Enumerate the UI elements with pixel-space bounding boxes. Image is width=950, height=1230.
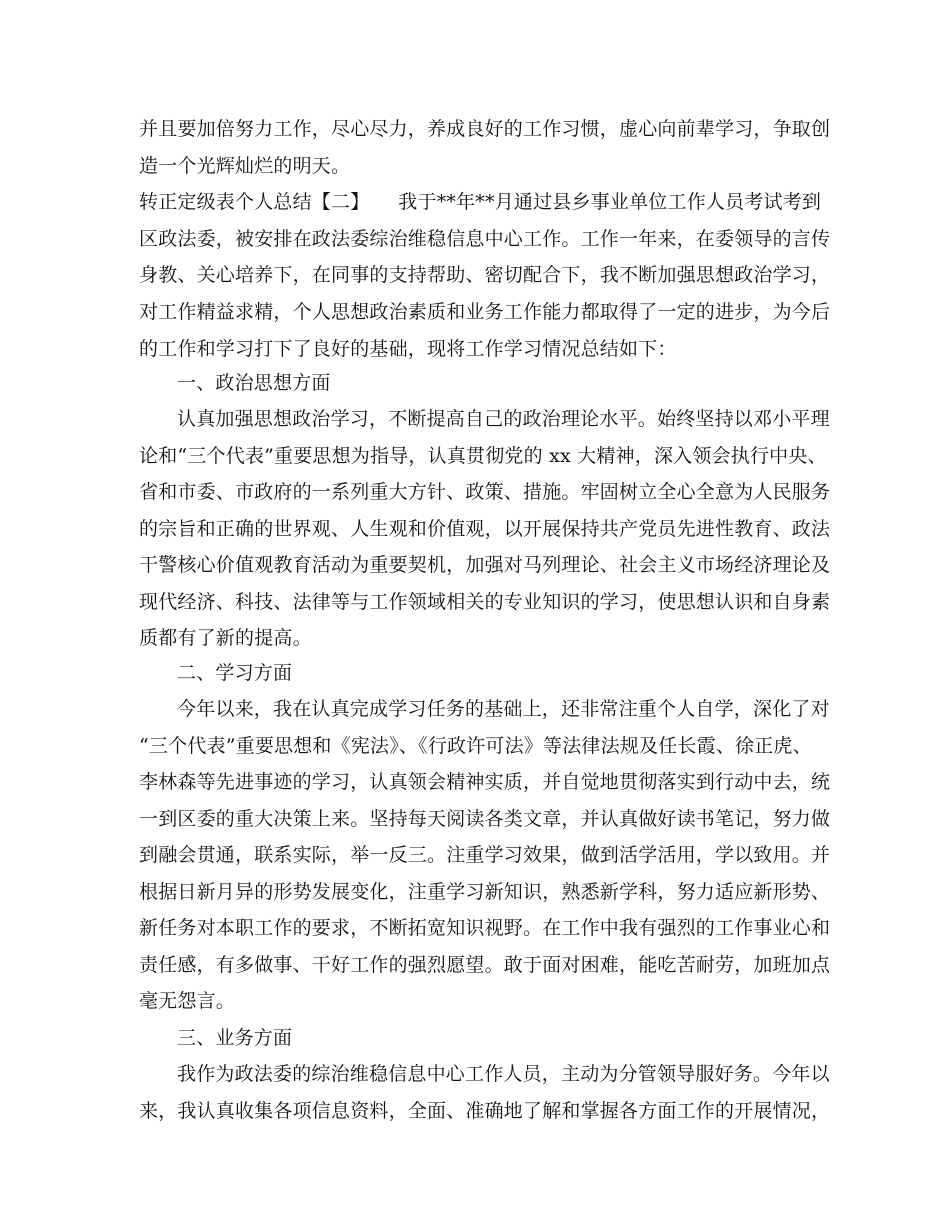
text-line: 造一个光辉灿烂的明天。 [139,155,351,177]
text-line: 一到区委的重大决策上来。坚持每天阅读各类文章，并认真做好读书笔记，努力做 [139,808,831,830]
text-line: 李林森等先进事迹的学习，认真领会精神实质，并自觉地贯彻落实到行动中去，统 [139,771,831,793]
text-line: 身教、关心培养下，在同事的支持帮助、密切配合下，我不断加强思想政治学习， [139,264,831,286]
text-line: 认真加强思想政治学习，不断提高自己的政治理论水平。始终坚持以邓小平理 [177,408,830,430]
text-line: 的宗旨和正确的世界观、人生观和价值观，以开展保持共产党员先进性教育、政法 [139,518,831,540]
text-line: 省和市委、市政府的一系列重大方针、政策、措施。牢固树立全心全意为人民服务 [139,481,831,503]
text-line: 到融会贯通，联系实际，举一反三。注重学习效果，做到活学活用，学以致用。并 [139,844,831,866]
text-line: 现代经济、科技、法律等与工作领域相关的专业知识的学习，使思想认识和自身素 [139,591,831,613]
section-heading-line: 转正定级表个人总结【二】 我于**年**月通过县乡事业单位工作人员考试考到 [139,191,822,213]
text-line: “三个代表”重要思想和《宪法》、《行政许可法》等法律法规及任长霞、徐正虎、 [139,735,812,757]
text-line: 干警核心价值观教育活动为重要契机，加强对马列理论、社会主义市场经济理论及 [139,554,831,576]
text-line: 的工作和学习打下了良好的基础，现将工作学习情况总结如下： [139,338,677,360]
text-line: 根据日新月异的形势发展变化，注重学习新知识，熟悉新学科，努力适应新形势、 [139,881,831,903]
text-line: 我作为政法委的综治维稳信息中心工作人员，主动为分管领导服好务。今年以 [177,1063,830,1085]
text-line: 质都有了新的提高。 [139,627,312,649]
section-heading: 三、业务方面 [177,1027,293,1049]
text-line: 责任感，有多做事、干好工作的强烈愿望。敢于面对困难，能吃苦耐劳，加班加点 [139,954,831,976]
text-line: 毫无怨言。 [139,990,236,1012]
section-heading: 二、学习方面 [177,662,293,684]
section-heading: 一、政治思想方面 [177,372,331,394]
text-line: 今年以来，我在认真完成学习任务的基础上，还非常注重个人自学，深化了对 [177,698,830,720]
text-line: 来，我认真收集各项信息资料，全面、准确地了解和掌握各方面工作的开展情况， [139,1100,831,1122]
text-line: 论和“三个代表”重要思想为指导，认真贯彻党的 xx 大精神，深入领会执行中央、 [139,445,827,467]
text-line: 区政法委，被安排在政法委综治维稳信息中心工作。工作一年来，在委领导的言传 [139,228,831,250]
text-line: 对工作精益求精，个人思想政治素质和业务工作能力都取得了一定的进步，为今后 [139,301,831,323]
text-line: 新任务对本职工作的要求，不断拓宽知识视野。在工作中我有强烈的工作事业心和 [139,917,831,939]
text-line: 并且要加倍努力工作，尽心尽力，养成良好的工作习惯，虚心向前辈学习，争取创 [139,118,831,140]
